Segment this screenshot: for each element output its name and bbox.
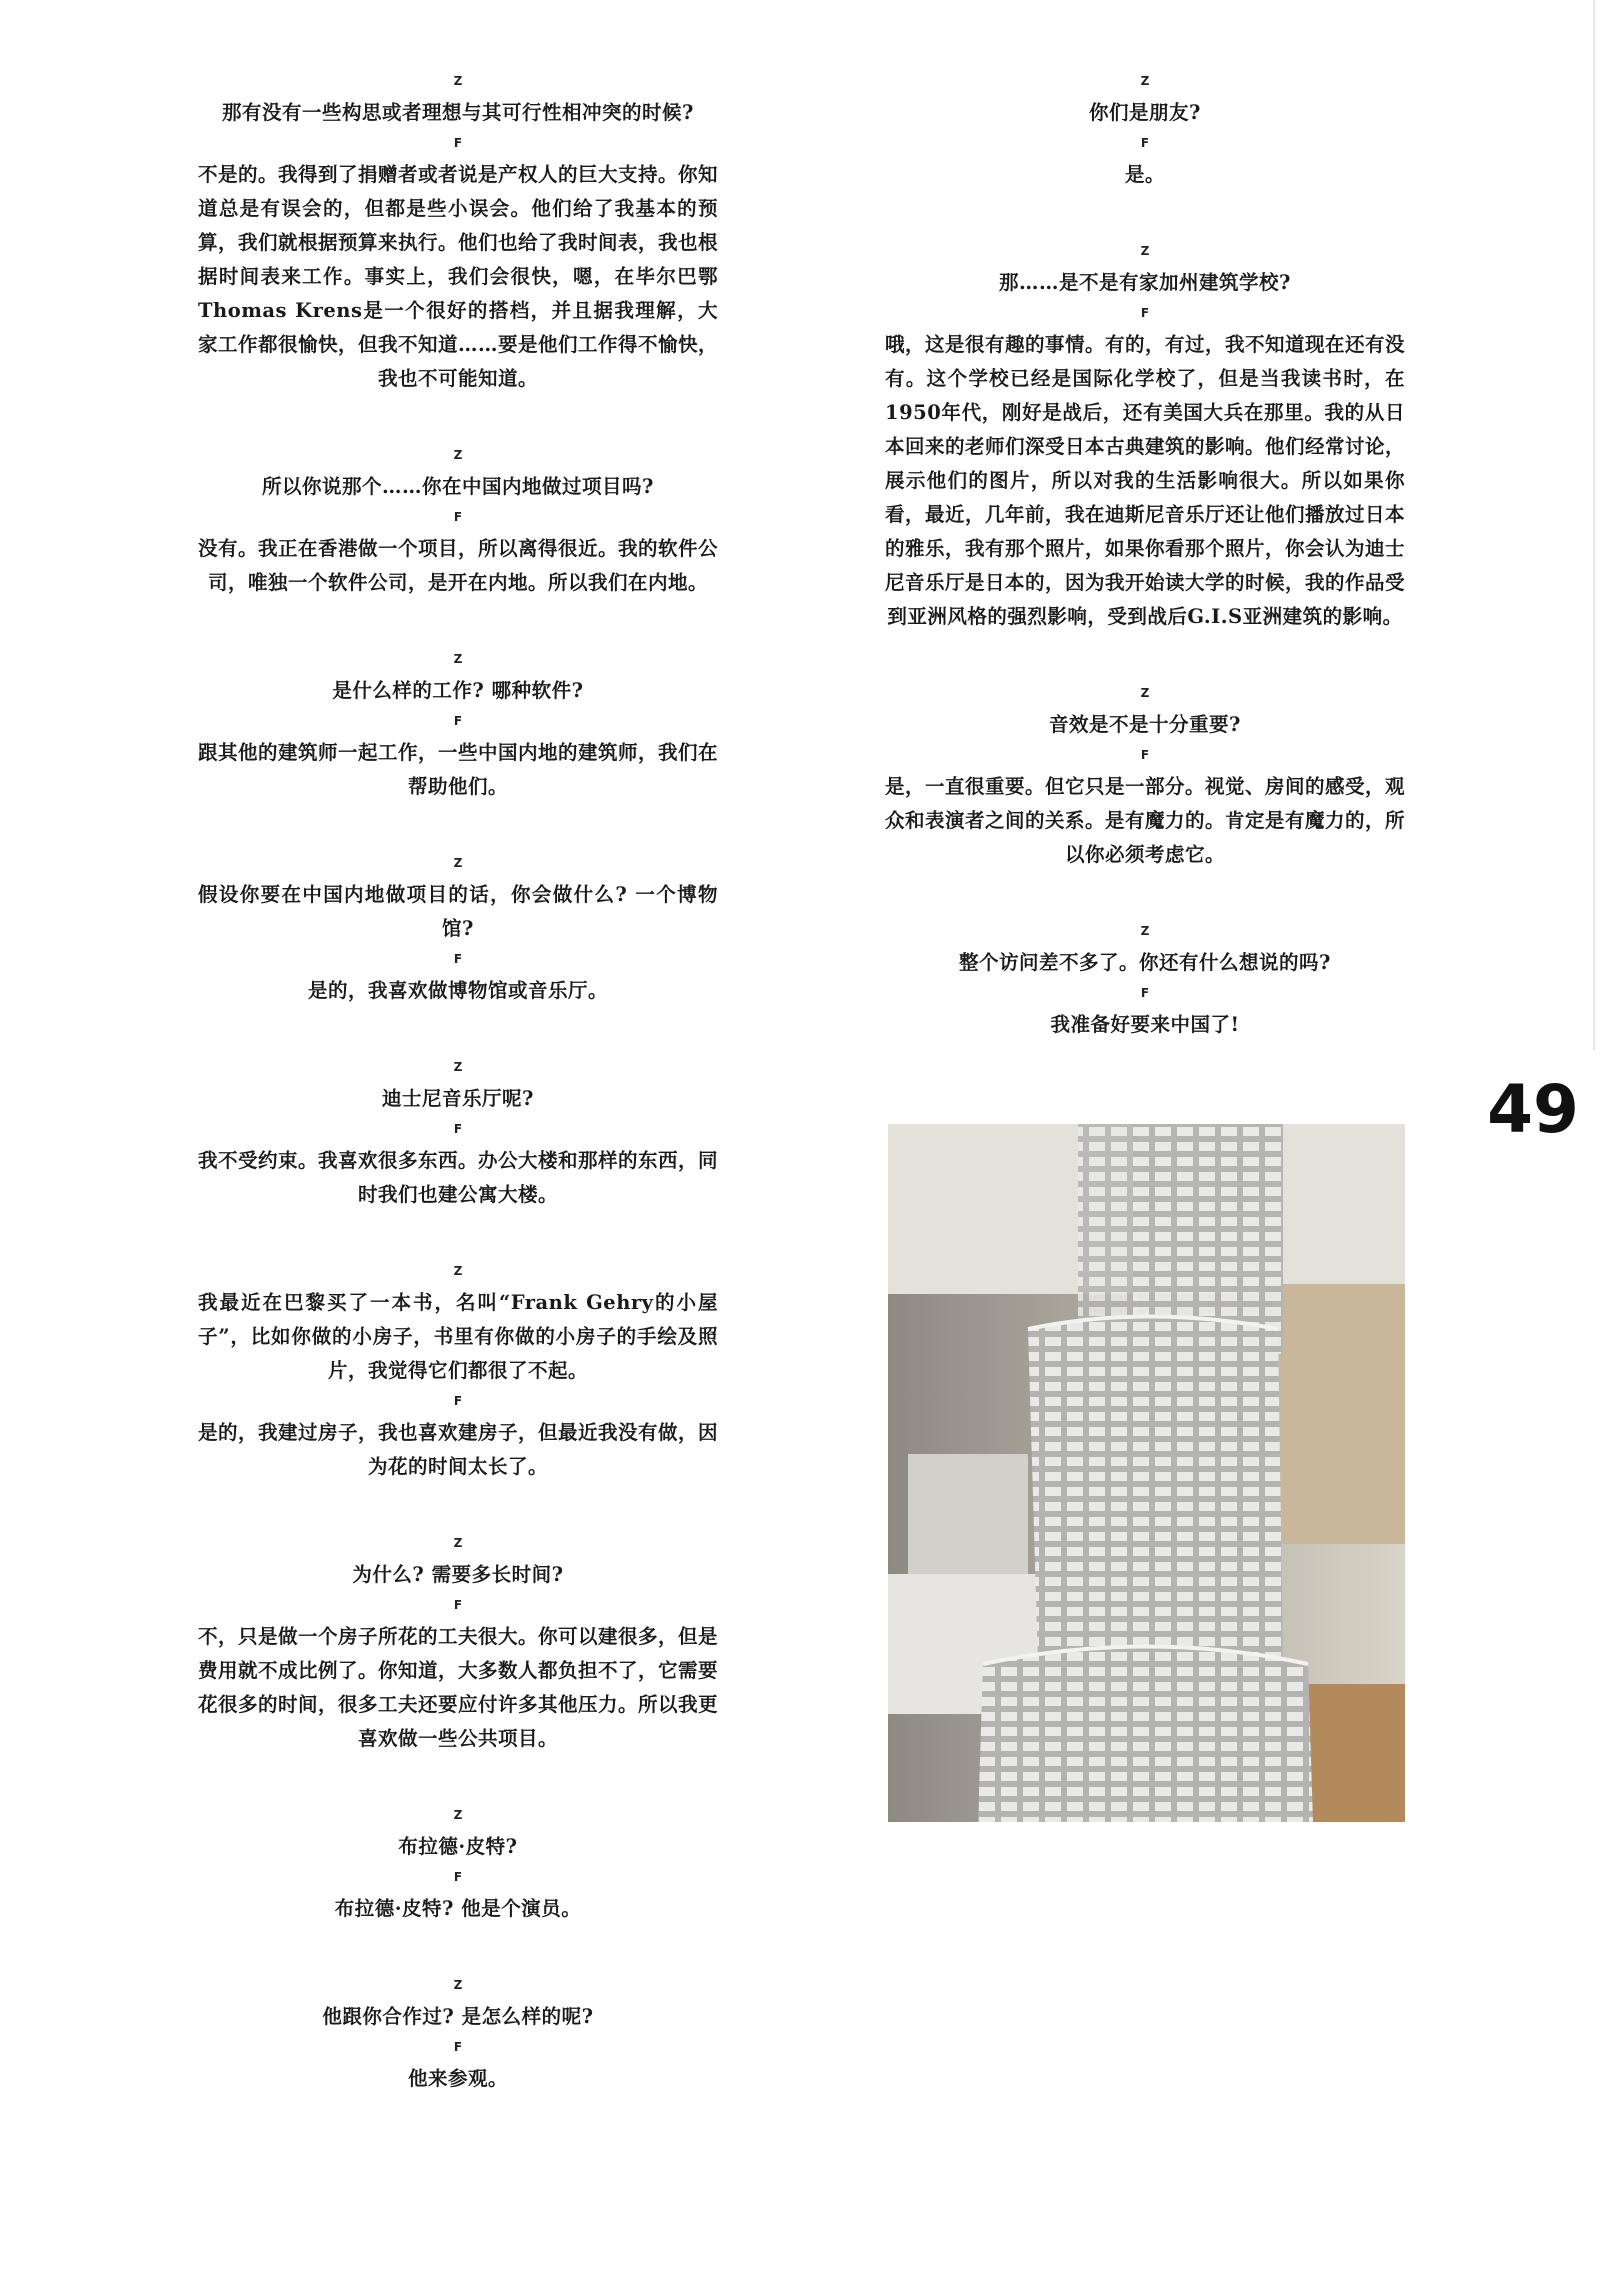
question-text: 整个访问差不多了。你还有什么想说的吗? — [959, 951, 1331, 974]
question-text: 是什么样的工作? 哪种软件? — [332, 679, 584, 702]
speaker-label-z: Z — [453, 1978, 463, 1992]
speaker-label-f: F — [1140, 748, 1150, 762]
answer-text: 是。 — [1124, 163, 1165, 186]
answer-text: 是的，我喜欢做博物馆或音乐厅。 — [307, 979, 608, 1002]
speaker-label-f: F — [1140, 136, 1150, 150]
qa-block — [198, 652, 718, 804]
qa-block — [885, 686, 1405, 872]
speaker-label-f: F — [453, 510, 463, 524]
speaker-label-z: Z — [453, 652, 463, 666]
speaker-label-f: F — [453, 952, 463, 966]
qa-block — [198, 448, 718, 600]
speaker-label-f: F — [453, 2040, 463, 2054]
speaker-label-z: Z — [453, 1808, 463, 1822]
speaker-label-z: Z — [1140, 74, 1150, 88]
question-text: 为什么? 需要多长时间? — [352, 1563, 564, 1586]
question-text: 他跟你合作过? 是怎么样的呢? — [322, 2005, 594, 2028]
speaker-label-z: Z — [453, 1264, 463, 1278]
question-text: 假设你要在中国内地做项目的话，你会做什么? 一个博物馆? — [198, 883, 718, 940]
answer-text: 跟其他的建筑师一起工作，一些中国内地的建筑师，我们在帮助他们。 — [198, 741, 719, 798]
answer-text: 他来参观。 — [407, 2067, 508, 2090]
speaker-label-f: F — [453, 1870, 463, 1884]
speaker-label-z: Z — [1140, 244, 1150, 258]
speaker-label-f: F — [1140, 986, 1150, 1000]
qa-block — [198, 856, 718, 1008]
qa-block — [885, 74, 1405, 192]
qa-block — [198, 1060, 718, 1212]
question-text: 我最近在巴黎买了一本书，名叫“Frank Gehry的小屋子”，比如你做的小房子，书里有你做的小房子的手绘及照片，我觉得它们都很了不起。 — [198, 1291, 718, 1382]
question-text: 音效是不是十分重要? — [1049, 713, 1241, 736]
question-text: 那……是不是有家加州建筑学校? — [999, 271, 1291, 294]
speaker-label-z: Z — [453, 448, 463, 462]
speaker-label-z: Z — [1140, 924, 1150, 938]
page-number: 49 — [1487, 1071, 1579, 1148]
speaker-label-f: F — [453, 1598, 463, 1612]
interview-right-column — [885, 68, 1405, 1094]
speaker-label-z: Z — [453, 1060, 463, 1074]
question-text: 所以你说那个……你在中国内地做过项目吗? — [262, 475, 654, 498]
interview-left-column — [198, 68, 718, 2148]
speaker-label-z: Z — [453, 856, 463, 870]
speaker-label-z: Z — [453, 1536, 463, 1550]
speaker-label-f: F — [453, 136, 463, 150]
question-text: 那有没有一些构思或者理想与其可行性相冲突的时候? — [222, 101, 694, 124]
qa-block — [885, 924, 1405, 1042]
answer-text: 我准备好要来中国了! — [1050, 1013, 1240, 1036]
answer-text: 不，只是做一个房子所花的工夫很大。你可以建很多，但是费用就不成比例了。你知道，大多数人都负担不了，它需要花很多的时间，很多工夫还要应付许多其他压力。所以我更喜欢做一些公共项目。 — [198, 1625, 719, 1750]
page-edge-line — [1593, 0, 1595, 1050]
tower-model-illustration — [888, 1124, 1405, 1822]
qa-block — [198, 1264, 718, 1484]
answer-text: 没有。我正在香港做一个项目，所以离得很近。我的软件公司，唯独一个软件公司，是开在内地。所以我们在内地。 — [198, 537, 719, 594]
question-text: 你们是朋友? — [1089, 101, 1201, 124]
qa-block — [198, 1978, 718, 2096]
qa-block — [198, 1808, 718, 1926]
qa-block — [198, 74, 718, 396]
qa-block — [885, 244, 1405, 634]
speaker-label-f: F — [453, 1122, 463, 1136]
answer-text: 是，一直很重要。但它只是一部分。视觉、房间的感受，观众和表演者之间的关系。是有魔力的。肯定是有魔力的，所以你必须考虑它。 — [885, 775, 1406, 866]
answer-text: 是的，我建过房子，我也喜欢建房子，但最近我没有做，因为花的时间太长了。 — [198, 1421, 719, 1478]
question-text: 布拉德·皮特? — [398, 1835, 518, 1858]
answer-text: 不是的。我得到了捐赠者或者说是产权人的巨大支持。你知道总是有误会的，但都是些小误会。他们给了我基本的预算，我们就根据预算来执行。他们也给了我时间表，我也根据时间表来工作。事实上，我们会很快，嗯，在毕尔巴鄂Thomas Krens是一个很好的搭档，并且据我理解，大家工作都很愉快，但我不知道……要是他们工作得不愉快，我也不可能知道。 — [198, 163, 719, 390]
tower-model-photo — [888, 1124, 1405, 1822]
speaker-label-z: Z — [1140, 686, 1150, 700]
question-text: 迪士尼音乐厅呢? — [382, 1087, 534, 1110]
answer-text: 我不受约束。我喜欢很多东西。办公大楼和那样的东西，同时我们也建公寓大楼。 — [198, 1149, 719, 1206]
answer-text: 哦，这是很有趣的事情。有的，有过，我不知道现在还有没有。这个学校已经是国际化学校了，但是当我读书时，在1950年代，刚好是战后，还有美国大兵在那里。我的从日本回来的老师们深受日本古典建筑的影响。他们经常讨论，展示他们的图片，所以对我的生活影响很大。所以如果你看，最近，几年前，我在迪斯尼音乐厅还让他们播放过日本的雅乐，我有那个照片，如果你看那个照片，你会认为迪士尼音乐厅是日本的，因为我开始读大学的时候，我的作品受到亚洲风格的强烈影响，受到战后G.I.S亚洲建筑的影响。 — [885, 333, 1406, 628]
speaker-label-f: F — [453, 714, 463, 728]
answer-text: 布拉德·皮特? 他是个演员。 — [334, 1897, 582, 1920]
speaker-label-f: F — [1140, 306, 1150, 320]
speaker-label-f: F — [453, 1394, 463, 1408]
speaker-label-z: Z — [453, 74, 463, 88]
qa-block — [198, 1536, 718, 1756]
